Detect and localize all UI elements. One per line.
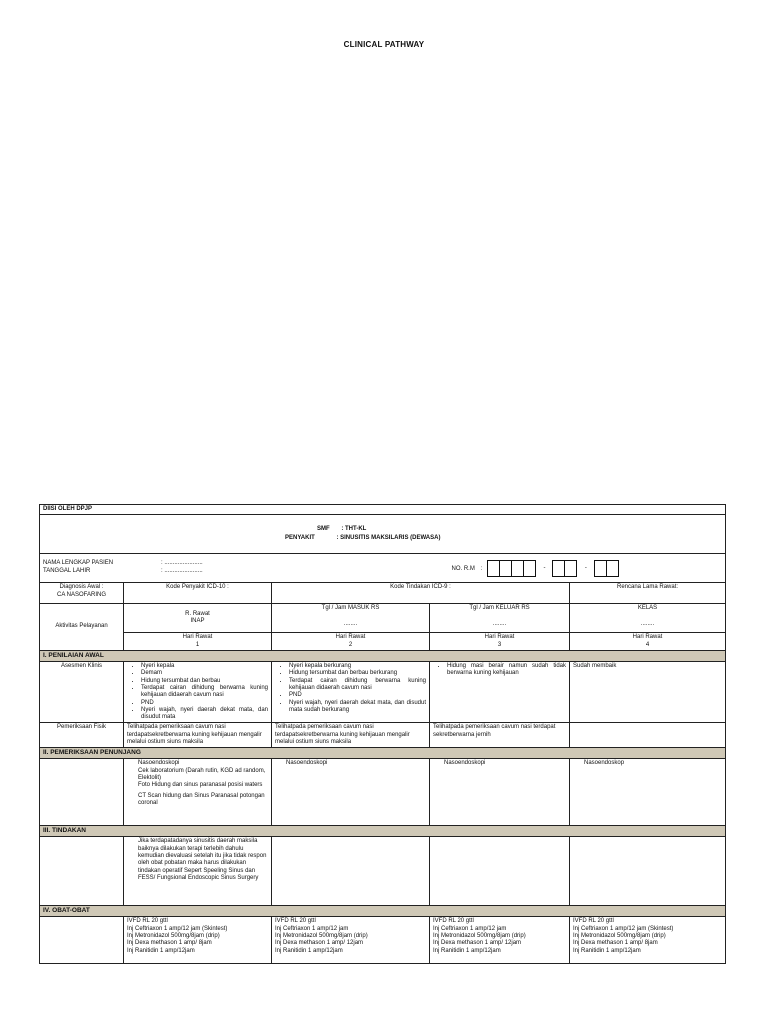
tindakan-row (40, 837, 726, 906)
penunjang-day3: Nasoendoskopi (430, 759, 570, 826)
day-header-1: Hari Rawat 1 (124, 633, 272, 651)
rencana-label: Rencana Lama Rawat: (570, 583, 726, 604)
rawat-label: R. Rawat (185, 611, 210, 617)
filled-by-label: DIISI OLEH DPJP (40, 505, 726, 515)
obat-day2: IVFD RL 20 gttl Inj Ceftriaxon 1 amp/12 jam Inj Metronidazol 500mg/8jam (drip) Inj Dexa methason 1 amp/ 12jam Inj Ranitidin 1 amp/12jam (272, 917, 430, 964)
day-header-row (40, 633, 726, 651)
section-pemeriksaan-penunjang: II. PEMERIKSAAN PENUNJANG (40, 748, 726, 759)
day-header-4: Hari Rawat 4 (570, 633, 726, 651)
penyakit-label: PENYAKIT (285, 535, 315, 542)
codes-row (40, 583, 726, 604)
obat-day3: IVFD RL 20 gttl Inj Ceftriaxon 1 amp/12 jam Inj Metronidazol 500mg/8jam (drip) Inj Dexa methason 1 amp/ 12jam Inj Ranitidin 1 amp/12jam (430, 917, 570, 964)
penunjang-row (40, 759, 726, 826)
penyakit-value: : SINUSITIS MAKSILARIS (DEWASA) (336, 535, 441, 542)
masuk-label: Tgl / Jam MASUK RS (321, 605, 380, 612)
document-title: CLINICAL PATHWAY (343, 40, 425, 49)
tindakan-day1: Jika terdapatadanya sinusitis daerah maksila baiknya dilakukan terapi terlebih dahulu kemudian dievaluasi setelah itu jika tidak respon oleh obat pobatan maka harus dilakukan tindakan operatif Sepert Speeling Sinus dan FESS/ Fungsional Endoscopic Sinus Surgery (124, 837, 272, 906)
section-penilaian-awal: I. PENILAIAN AWAL (40, 650, 726, 661)
penunjang-day4: Nasoendoskop (570, 759, 726, 826)
day-header-2: Hari Rawat 2 (272, 633, 430, 651)
obat-day4: IVFD RL 20 gttl Inj Ceftriaxon 1 amp/12 jam (Skintest) Inj Metronidazol 500mg/8jam (drip) Inj Dexa methason 1 amp/ 8jam Inj Ranitidin 1 amp/12jam (570, 917, 726, 964)
rm-box-group-2[interactable] (553, 560, 577, 577)
kelas-field[interactable]: ........ (640, 620, 655, 627)
obat-row (40, 917, 726, 964)
asesmen-day3-list: • Hidung masi berair namun sudah tidak berwarna kuning kehijauan (433, 663, 566, 678)
patient-dob-label: TANGGAL LAHIR (43, 568, 91, 575)
penunjang-day1-item: Cek laboratorium (Darah rutin, KGD ad random, Elektolit) (138, 767, 266, 781)
fisik-day1: Telihatpada pemeriksaan cavum nasi terdapatsekretberwarna kuning kehijauan mengalir melalui ostium siuns maksila (124, 723, 272, 748)
fisik-day3: Telihatpada pemeriksaan cavum nasi terdapat sekretberwarna jernih (430, 723, 570, 748)
kelas-label: KELAS (637, 605, 658, 612)
penunjang-day1-item: Nasoendoskopi (138, 760, 180, 767)
patient-name-label: NAMA LENGKAP PASIEN (43, 560, 114, 567)
patient-row (40, 554, 726, 583)
icd10-label: Kode Penyakit ICD-10 : (124, 583, 272, 604)
smf-penyakit-block (43, 516, 722, 550)
fisik-row (40, 723, 726, 748)
smf-value: : THT-KL (341, 526, 367, 533)
rm-label: NO. R.M (451, 565, 475, 572)
obat-day1: IVFD RL 20 gttl Inj Ceftriaxon 1 amp/12 jam (Skintest) Inj Metronidazol 500mg/8jam (drip) Inj Dexa methason 1 amp/ 8jam Inj Ranitidin 1 amp/12jam (124, 917, 272, 964)
service-row (40, 604, 726, 633)
asesmen-row (40, 661, 726, 723)
section-obat-obat: IV. OBAT-OBAT (40, 906, 726, 917)
rm-block: NO. R.M : - - (410, 560, 723, 577)
asesmen-day2-list: • Nyeri kepala berkurang • Hidung tersumbat dan berbau berkurang • Terdapat cairan dihidung berwarna kuning kehijauan didaerah cavum nasi • PND • Nyeri wajah, nyeri daerah dekat mata, dan disudut mata sudah berkurang (275, 663, 426, 714)
aktivitas-label: Aktivitas Pelayanan (40, 604, 124, 651)
penunjang-day2: Nasoendoskopi (272, 759, 430, 826)
penunjang-day1-item: Foto Hidung dan sinus paranasal posisi waters (138, 782, 263, 789)
asesmen-day1-list: • Nyeri kepala • Demam • Hidung tersumbat dan berbau • Terdapat cairan dihidung berwarna kuning kehijauan didaerah cavum nasi • PND • Nyeri wajah, nyeri daerah dekat mata, dan disudut mata (127, 663, 268, 722)
clinical-pathway-form (39, 504, 726, 964)
diagnosis-label: Diagnosis Awal : (59, 584, 104, 591)
icd9-label: Kode Tindakan ICD-9 : (272, 583, 570, 604)
filled-by-row (40, 505, 726, 515)
fisik-day2: Telihatpada pemeriksaan cavum nasi terdapatsekretberwarna kuning kehijauan mengalir melalui ostium siuns maksila (272, 723, 430, 748)
masuk-field[interactable]: ........ (343, 620, 358, 627)
asesmen-label: Asesmen Klinis (40, 661, 124, 723)
rawat-value: INAP (190, 618, 205, 625)
fisik-day4 (570, 723, 726, 748)
penunjang-day1-item: CT Scan hidung dan Sinus Paranasal potongan coronal (138, 792, 265, 806)
patient-name-field[interactable]: : ....................... (161, 560, 203, 567)
keluar-label: Tgl / Jam KELUAR RS (469, 605, 530, 612)
day-header-3: Hari Rawat 3 (430, 633, 570, 651)
fisik-label: Pemeriksaan Fisik (40, 723, 124, 748)
asesmen-day4: Sudah membaik (570, 661, 726, 723)
keluar-field[interactable]: ........ (492, 620, 507, 627)
smf-penyakit-row (40, 515, 726, 554)
rm-box-group-1[interactable] (488, 560, 536, 577)
rm-box-group-3[interactable] (595, 560, 619, 577)
diagnosis-value: CA NASOFARING (56, 591, 106, 598)
patient-dob-field[interactable]: : ....................... (161, 568, 203, 575)
section-tindakan: III. TINDAKAN (40, 826, 726, 837)
smf-label: SMF (317, 526, 330, 533)
